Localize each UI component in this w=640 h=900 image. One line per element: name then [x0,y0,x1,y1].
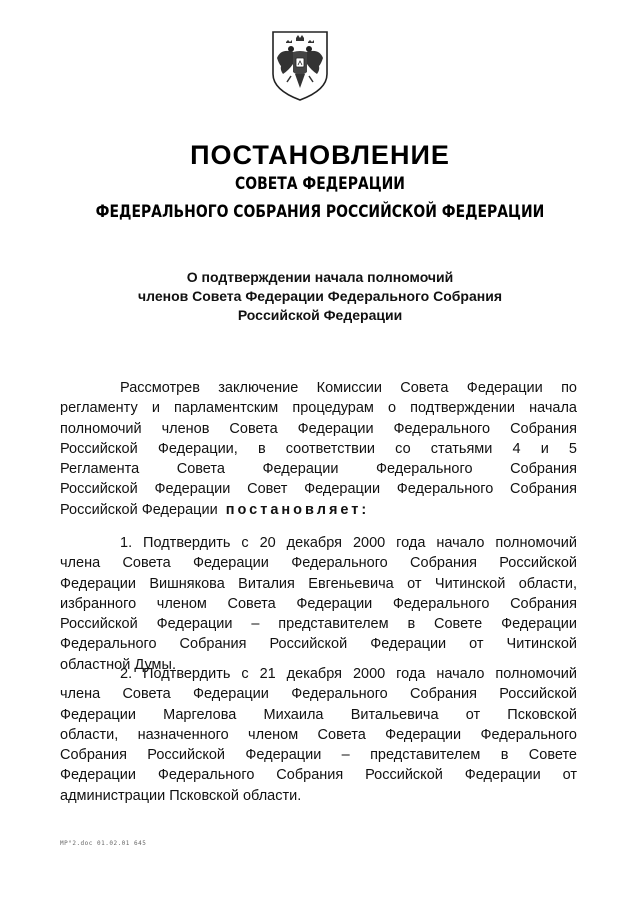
item-1-paragraph [60,533,577,675]
paragraph-line: избранного членом Совета Федерации Федерального Собрания [60,595,577,612]
file-reference-footer: МР°2.doc 01.02.01 645 [60,840,147,847]
paragraph-line: Собрания Российской Федерации – представителем в Совете [60,747,577,764]
preamble-paragraph [60,378,577,520]
paragraph-line: 1. Подтвердить с 20 декабря 2000 года начало полномочий [120,535,577,551]
paragraph-line: 2. Подтвердить с 21 декабря 2000 года начало полномочий [120,666,577,682]
paragraph-text: Российской Федерации [60,501,218,518]
paragraph-line: областной Думы. [60,656,176,673]
paragraph-line: члена Совета Федерации Федерального Собрания Российской [60,686,577,703]
decree-word: постановляет: [225,501,370,518]
paragraph-line: регламенту и парламентским процедурам о подтверждении начала [60,400,577,417]
paragraph-line: члена Совета Федерации Федерального Собрания Российской [60,555,577,572]
paragraph-line: Федерального Собрания Российской Федерации от Читинской [60,636,577,653]
paragraph-line: Российской Федерации – представителем в Совете Федерации [60,616,577,633]
paragraph-line: Федерации Маргелова Михаила Витальевича от Псковской [60,706,577,723]
heading-line: Российской Федерации [237,307,403,323]
coat-of-arms-emblem [271,30,329,102]
issuing-body-line1: СОВЕТА ФЕДЕРАЦИИ [235,174,405,194]
document-title: ПОСТАНОВЛЕНИЕ [190,140,450,170]
heading-line: членов Совета Федерации Федерального Собрания [137,288,503,304]
paragraph-line: Федерации Вишнякова Виталия Евгеньевича от Читинской области, [60,575,577,592]
paragraph-line: Регламента Совета Федерации Федерального Собрания [60,461,577,478]
paragraph-line: Рассмотрев заключение Комиссии Совета Федерации по [120,380,577,396]
resolution-heading [60,268,580,325]
paragraph-line: полномочий членов Совета Федерации Федерального Собрания [60,420,577,437]
paragraph-line: Федерации Федерального Собрания Российской Федерации от [60,767,577,784]
paragraph-line: области, назначенного членом Совета Федерации Федерального [60,726,577,743]
paragraph-line: администрации Псковской области. [60,787,302,804]
paragraph-line: Российской Федерации Совет Федерации Федерального Собрания [60,481,577,498]
paragraph-line [60,500,577,520]
issuing-body-line2: ФЕДЕРАЛЬНОГО СОБРАНИЯ РОССИЙСКОЙ ФЕДЕРАЦИИ [95,202,545,222]
heading-line: О подтверждении начала полномочий [186,269,454,285]
item-2-paragraph [60,664,577,806]
paragraph-line: Российской Федерации, в соответствии со статьями 4 и 5 [60,440,577,457]
